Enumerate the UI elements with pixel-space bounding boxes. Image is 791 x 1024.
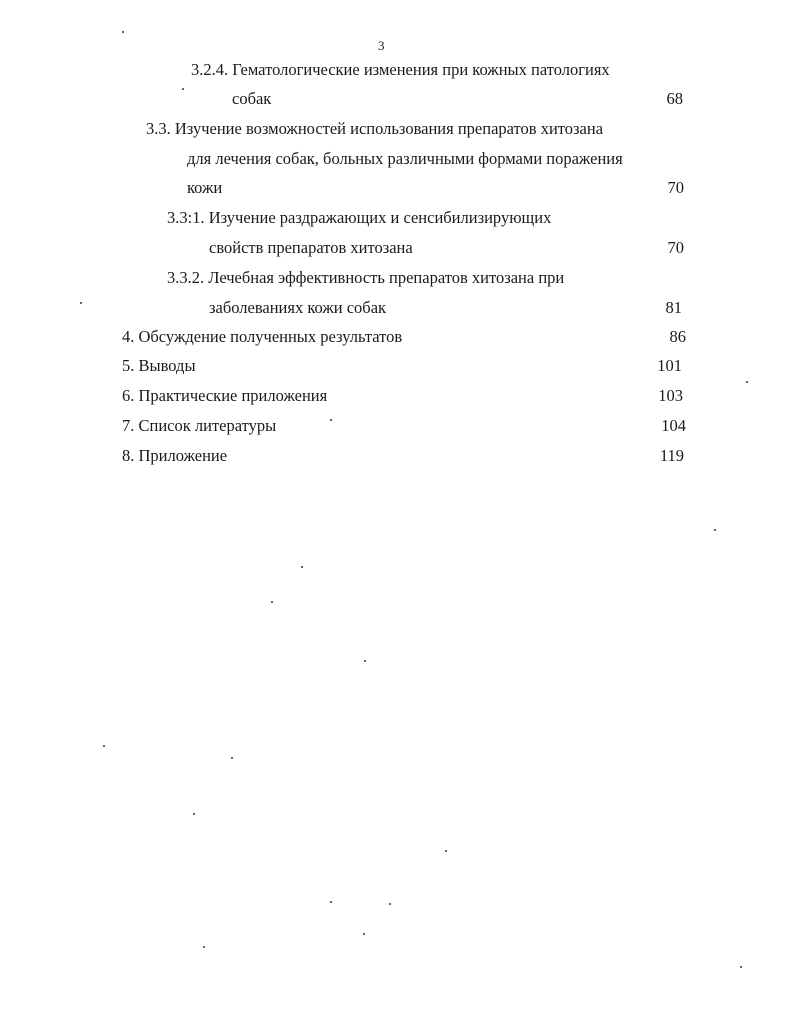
toc-entry-8-page: 119	[659, 446, 684, 465]
scan-speck	[740, 966, 742, 968]
toc-entry-3-3-page: 70	[667, 178, 684, 197]
toc-entry-8: 8. Приложение	[122, 446, 228, 465]
scan-speck	[231, 757, 233, 759]
scan-speck	[330, 901, 332, 903]
toc-entry-3-3-line-2: для лечения собак, больных различными формами поражения	[187, 149, 623, 168]
scan-speck	[193, 813, 195, 815]
scan-speck	[714, 529, 716, 531]
scan-speck	[330, 419, 332, 421]
scan-speck	[389, 903, 391, 905]
scan-speck	[182, 88, 184, 90]
toc-entry-3-3-line-1: 3.3. Изучение возможностей использования препаратов хитозана	[146, 119, 604, 138]
scan-speck	[364, 660, 366, 662]
toc-entry-3-2-4-line-1: 3.2.4. Гематологические изменения при кожных патологиях	[191, 60, 610, 79]
toc-entry-5-page: 101	[657, 356, 682, 375]
scan-speck	[746, 381, 748, 383]
toc-entry-4: 4. Обсуждение полученных результатов	[122, 327, 403, 346]
toc-entry-7: 7. Список литературы	[122, 416, 277, 435]
toc-entry-3-3-1-page: 70	[667, 238, 684, 257]
scan-speck	[301, 566, 303, 568]
toc-entry-7-page: 104	[661, 416, 686, 435]
scan-speck	[203, 946, 205, 948]
toc-entry-6-page: 103	[658, 386, 683, 405]
scan-speck	[103, 745, 105, 747]
scan-speck	[122, 31, 124, 33]
toc-entry-5: 5. Выводы	[122, 356, 196, 375]
toc-entry-3-3-1-line-1: 3.3:1. Изучение раздражающих и сенсибилизирующих	[167, 208, 552, 227]
toc-entry-3-3-2-page: 81	[665, 298, 682, 317]
toc-entry-3-3-2-line-1: 3.3.2. Лечебная эффективность препаратов хитозана при	[167, 268, 565, 287]
toc-entry-4-page: 86	[669, 327, 686, 346]
scan-speck	[271, 601, 273, 603]
toc-entry-3-2-4-line-2: собак	[232, 89, 272, 108]
toc-entry-3-3-1-line-2: свойств препаратов хитозана	[209, 238, 413, 257]
scan-speck	[445, 850, 447, 852]
toc-entry-3-3-line-3: кожи	[187, 178, 223, 197]
scan-speck	[80, 302, 82, 304]
toc-entry-3-3-2-line-2: заболеваниях кожи собак	[209, 298, 387, 317]
toc-entry-6: 6. Практические приложения	[122, 386, 328, 405]
page-number: 3	[378, 38, 385, 53]
toc-entry-3-2-4-page: 68	[666, 89, 683, 108]
scan-speck	[363, 933, 365, 935]
